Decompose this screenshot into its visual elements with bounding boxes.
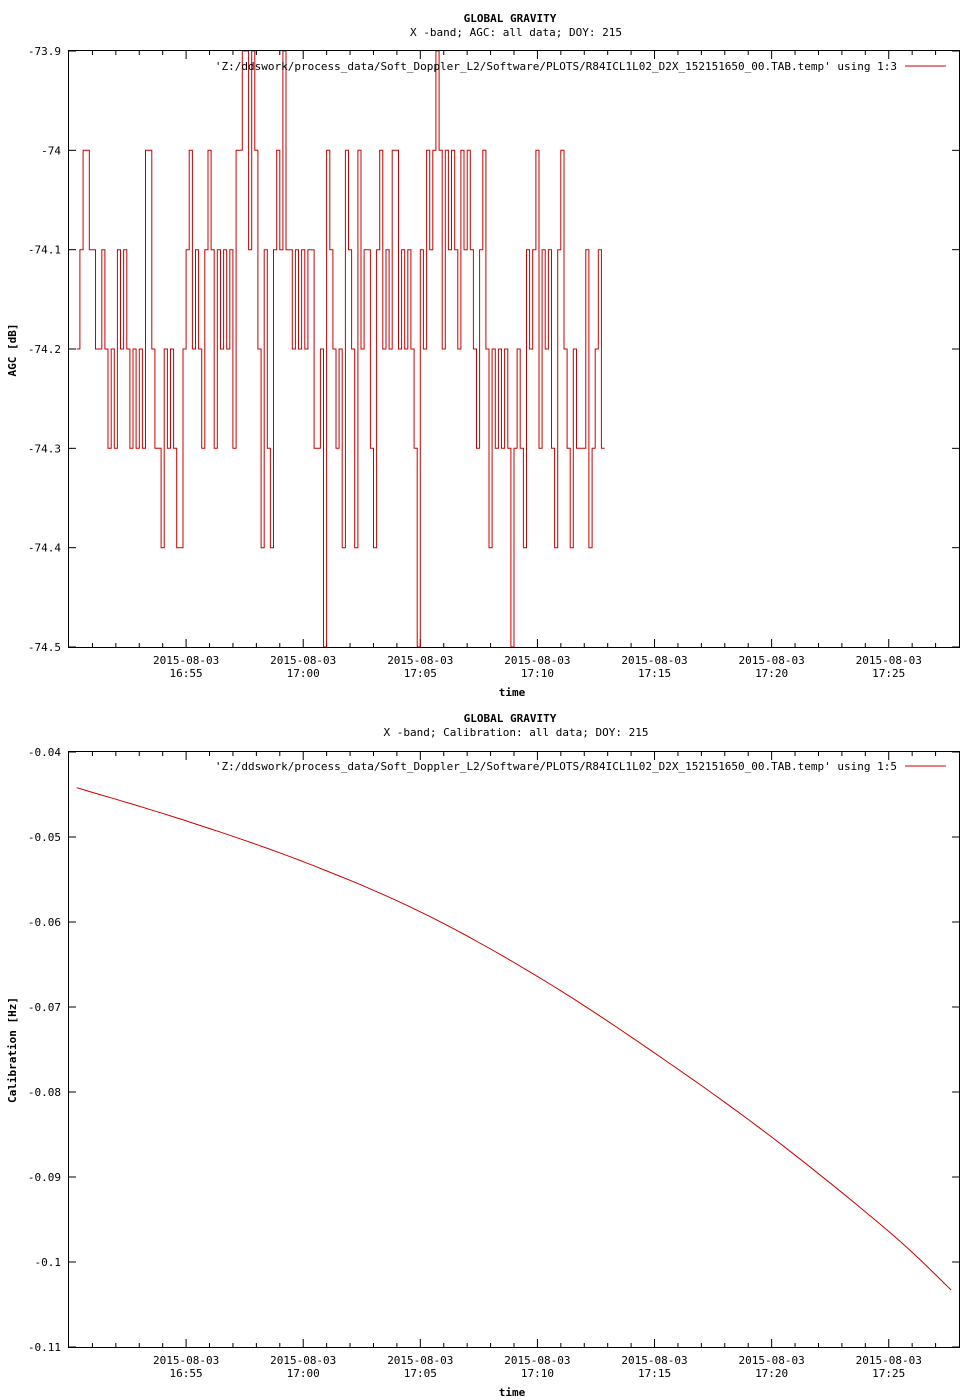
y-tick-label: -74.5: [27, 641, 61, 654]
x-tick-time-label: 16:55: [169, 667, 203, 680]
x-tick-date-label: 2015-08-03: [504, 1354, 571, 1367]
y-tick-label: -0.05: [27, 831, 61, 844]
chart-subtitle: X -band; Calibration: all data; DOY: 215: [383, 726, 649, 739]
x-tick-time-label: 16:55: [169, 1367, 203, 1380]
y-tick-label: -0.11: [27, 1341, 61, 1354]
y-tick-label: -73.9: [27, 45, 61, 58]
x-tick-time-label: 17:00: [286, 667, 320, 680]
x-tick-time-label: 17:00: [286, 1367, 320, 1380]
y-axis-label: Calibration [Hz]: [6, 997, 19, 1103]
x-tick-time-label: 17:05: [403, 1367, 437, 1380]
x-tick-time-label: 17:05: [403, 667, 437, 680]
axis-ticks: [28, 746, 959, 1380]
calibration-chart: [6, 712, 960, 1399]
series-group: [77, 51, 605, 647]
legend-label: 'Z:/ddswork/process_data/Soft_Doppler_L2/Software/PLOTS/R84ICL1L02_D2X_152151650_00.TAB.temp' using 1:5: [214, 760, 897, 773]
x-tick-date-label: 2015-08-03: [621, 1354, 688, 1367]
x-tick-date-label: 2015-08-03: [152, 1354, 220, 1367]
y-tick-label: -0.06: [27, 916, 61, 929]
x-axis-label: time: [498, 1386, 526, 1399]
x-tick-time-label: 17:15: [637, 667, 672, 680]
chart-subtitle: X -band; AGC: all data; DOY: 215: [410, 26, 622, 39]
y-tick-label: -0.08: [27, 1086, 61, 1099]
y-tick-label: -74.1: [27, 243, 61, 257]
series-line: [77, 51, 605, 647]
x-tick-time-label: 17:15: [637, 1367, 672, 1380]
x-tick-time-label: 17:10: [520, 667, 554, 680]
x-tick-date-label: 2015-08-03: [387, 1354, 454, 1367]
x-tick-date-label: 2015-08-03: [855, 654, 922, 667]
y-tick-label: -74.3: [27, 442, 61, 456]
x-tick-date-label: 2015-08-03: [270, 1354, 337, 1367]
plot-frame: [69, 752, 960, 1348]
series-line: [77, 788, 951, 1290]
y-tick-label: -74.4: [27, 541, 61, 555]
x-tick-date-label: 2015-08-03: [152, 654, 220, 667]
x-tick-date-label: 2015-08-03: [738, 1354, 805, 1367]
y-tick-label: -74: [41, 144, 61, 158]
x-axis-label: time: [498, 686, 526, 699]
agc-chart: [6, 12, 960, 699]
x-tick-date-label: 2015-08-03: [738, 654, 805, 667]
legend-label: 'Z:/ddswork/process_data/Soft_Doppler_L2/Software/PLOTS/R84ICL1L02_D2X_152151650_00.TAB.temp' using 1:3: [214, 60, 897, 73]
x-tick-time-label: 17:25: [872, 1367, 906, 1380]
y-tick-label: -0.04: [27, 746, 61, 759]
x-tick-time-label: 17:20: [755, 1367, 789, 1380]
legend: [215, 60, 946, 73]
y-tick-label: -0.09: [27, 1171, 61, 1184]
y-tick-label: -0.07: [27, 1001, 61, 1014]
series-group: [77, 788, 951, 1290]
legend: [215, 760, 946, 773]
chart-title: GLOBAL GRAVITY: [463, 12, 557, 25]
x-tick-date-label: 2015-08-03: [855, 1354, 922, 1367]
x-tick-date-label: 2015-08-03: [387, 654, 454, 667]
x-tick-time-label: 17:25: [872, 667, 906, 680]
x-tick-time-label: 17:10: [520, 1367, 554, 1380]
x-tick-date-label: 2015-08-03: [504, 654, 571, 667]
x-tick-date-label: 2015-08-03: [270, 654, 337, 667]
chart-title: GLOBAL GRAVITY: [463, 712, 557, 725]
y-tick-label: -0.1: [34, 1256, 61, 1269]
y-axis-label: AGC [dB]: [6, 323, 19, 377]
x-tick-date-label: 2015-08-03: [621, 654, 688, 667]
y-tick-label: -74.2: [27, 343, 61, 356]
x-tick-time-label: 17:20: [755, 667, 789, 680]
